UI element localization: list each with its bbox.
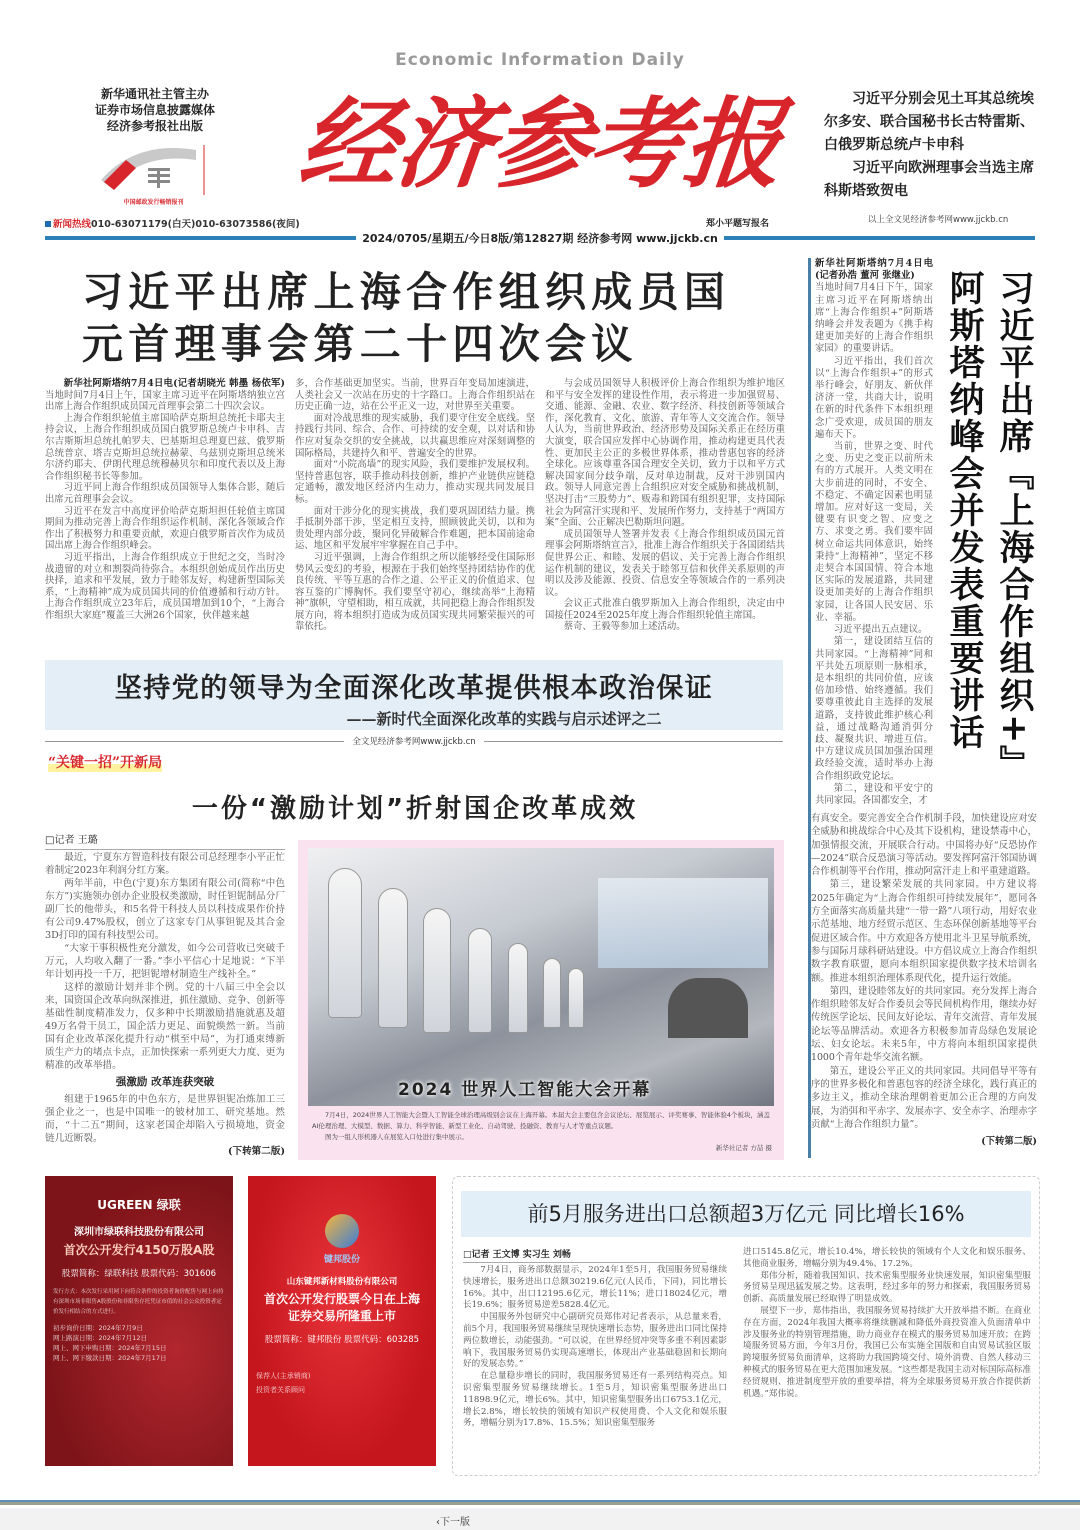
divider: [45, 741, 344, 742]
lead-headline: [82, 266, 752, 370]
square-bullet-icon: [45, 221, 51, 227]
divider: [484, 741, 783, 742]
side-vertical-headline: [940, 270, 1035, 810]
ad-detail: 初步询价日期：2024年7月9日: [53, 1324, 143, 1332]
publisher-line: 证券市场信息披露媒体: [94, 103, 215, 117]
paragraph: 两年半前，中色(宁夏)东方集团有限公司(简称“中色东方”)实施领办创办企业股权类激励，时任钽铌制品分厂副厂长的他带头，和5名骨干科技人员以科技成果作价持有公司9.47%股权，创立了这家专门从事钽铌及其合金3D打印的国有科技型公司。: [45, 878, 285, 941]
page-bottom-rule: [0, 1500, 1080, 1505]
trade-headline: 前5月服务进出口总额超3万亿元 同比增长16%: [461, 1191, 1031, 1237]
paragraph: 蔡奇、王毅等参加上述活动。: [563, 621, 686, 633]
paragraph: 展望下一步，郑伟指出，我国服务贸易持续扩大开放举措不断。在商业存在方面，2024年我国大概率将继续删减和降低外商投资准入负面清单中涉及服务业的特别管理措施，助力商业存在模式的服务贸易加速开放；在跨境服务贸易方面，今年3月份，我国已公布实施全国版和自由贸易试验区版跨境服务贸易负面清单，这将助力我国跨境交付、境外消费、自然人移动三种模式的服务贸易在更大范围加速发展。“这些都是我国主动对标国际高标准经贸规则、推进制度型开放的重要举措，将为全球服务贸易开放合作提供新机遇。”郑伟说。: [743, 1305, 1031, 1399]
paragraph: 进口5145.8亿元，增长10.4%，增长较快的领域有个人文化和娱乐服务、其他商业服务，增幅分别为49.4%、17.2%。: [743, 1247, 1031, 1269]
paragraph: 习近平同上海合作组织成员国领导人集体合影，随后出席元首理事会会议。: [45, 482, 285, 505]
postal-bestseller-logo: [96, 140, 211, 206]
ad-headline: 首次公开发行股票今日在上海证券交易所隆重上市: [263, 1292, 420, 1323]
paragraph: 在总量稳步增长的同时，我国服务贸易还有一系列结构亮点。知识密集型服务贸易继续增长。1至5月，知识密集型服务进出口11898.9亿元，增长6%。其中，知识密集型服务出口6753.1亿元，增长2.8%，增长较快的领域有知识产权使用费、个人文化和娱乐服务，增幅分别为17.8%、15.5%；知识密集型服务: [463, 1371, 727, 1429]
headline-link[interactable]: 习近平向欧洲理事会当选主席科斯塔致贺电: [824, 160, 1034, 199]
ad-headline: 首次公开发行4150万股A股: [63, 1243, 215, 1257]
banner-subtitle: ——新时代全面深化改革的实践与启示述评之二: [346, 710, 662, 728]
hotline-numbers: 010-63071179(白天)010-63073586(夜间): [91, 219, 300, 230]
paragraph: [45, 378, 285, 413]
paragraph: 第二，建设和平安宁的共同家园。各国都安全，才: [815, 782, 933, 806]
ad-brand: UGREEN 绿联: [97, 1198, 181, 1212]
see-website-note: 以上全文见经济参考网www.jjckb.cn: [868, 215, 1009, 225]
robot-exhibition-photo: [308, 848, 774, 1106]
byline: □记者 王文博 实习生 刘畅: [463, 1247, 707, 1263]
headline-line: 阿斯塔纳峰会并发表重要讲话: [944, 270, 984, 751]
photo-credit: 新华社记者 方喆 摄: [715, 1144, 772, 1152]
headline-line: 习近平出席上海合作组织成员国: [82, 268, 731, 316]
ad-company: 深圳市绿联科技股份有限公司: [74, 1227, 204, 1238]
hotline-label: 新闻热线: [53, 219, 92, 230]
ad-stock-code: 股票简称：键邦股份 股票代码：603285: [264, 1335, 420, 1345]
paragraph: 习近平在发言中高度评价哈萨克斯坦担任轮值主席国期间为推动完善上海合作组织运作机制、深化各领域合作作出了积极努力和重要贡献，欢迎白俄罗斯首次作为成员国出席上海合作组织峰会。: [45, 505, 285, 552]
ad-detail: 投资者关系顾问: [256, 1386, 305, 1394]
article-column: [743, 1247, 1031, 1400]
paragraph: 中国服务外包研究中心副研究员郑伟对记者表示，从总量来看，前5个月，我国服务贸易继续呈现快速增长态势，服务进出口同比保持两位数增长，动能强劲。“可以说，在世界经贸冲突等多重不利因素影响下，我国服务贸易仍实现高速增长，体现出产业基础稳固和长期向好的发展态势。”: [463, 1312, 727, 1370]
english-title: Economic Information Daily: [395, 50, 685, 70]
paragraph: 上海合作组织轮值主席国哈萨克斯坦总统托卡耶夫主持会议，上海合作组织成员国白俄罗斯总统卢卡申科、吉尔吉斯斯坦总统扎帕罗夫、巴基斯坦总理夏巴兹、俄罗斯总统普京、塔吉克斯坦总统拉赫蒙、乌兹别克斯坦总统米尔济约耶夫、伊朗代理总统穆赫贝尔和印度代表以及上海合作组织秘书长等参加。: [45, 412, 285, 482]
paragraph: 第五，建设公平正义的共同家园。共同倡导平等有序的世界多极化和普惠包容的经济全球化，践行真正的多边主义，推动全球治理朝着更加公正合理的方向发展，为消弭和平赤字、发展赤字、安全赤字、治理赤字贡献“上海合作组织力量”。: [811, 1065, 1037, 1130]
article-column: [295, 378, 535, 633]
paragraph: 最近，宁夏东方智造科技有限公司总经理李小平正忙着制定2023年利润分红方案。: [45, 852, 285, 876]
paragraph: 习近平指出，我们首次以“上海合作组织+”的形式举行峰会，好朋友、新伙伴济济一堂，共商大计，说明在新的时代条件下本组织理念广受欢迎，成员国的朋友遍布天下。: [815, 355, 933, 440]
paragraph: 第三，建设繁荣发展的共同家园。中方建议将2025年确定为“上海合作组织可持续发展年”，愿同各方全面落实高质量共建“一带一路”八项行动，用好农业示范基地、地方经贸示范区、生态环保创新基地等平台促进区域合作。中方欢迎各方使用北斗卫星导航系统，参与国际月球科研站建设。中方倡议成立上海合作组织数字教育联盟，愿向本组织国家提供数字技术培训名额。推进本组织治理体系现代化，提升运行效能。: [811, 879, 1037, 984]
paragraph: 郑伟分析，随着我国知识、技术密集型服务业快速发展，知识密集型服务贸易呈现迅猛发展之势。这表明，经过多年的努力和探索，我国服务贸易创新、高质量发展已经取得了明显成效。: [743, 1270, 1031, 1305]
paragraph: 面对干涉分化的现实挑战，我们要巩固团结力量。携手抵制外部干涉，坚定相互支持，照顾彼此关切，以和为贵处理内部分歧，聚同化异破解合作难题，把本国前途命运、地区和平发展牢牢掌握在自己手中。: [295, 505, 535, 552]
dateline: 新华社阿斯塔纳7月4日电(记者孙浩 董河 张继业): [815, 258, 933, 282]
issue-date-bar: [45, 231, 1035, 245]
ugreen-ipo-ad[interactable]: [45, 1176, 233, 1466]
calligrapher-credit: 郑小平题写报名: [706, 219, 770, 229]
paragraph: 当前，世界之变、时代之变、历史之变正以前所未有的方式展开。人类文明在大步前进的同时，不安全、不稳定、不确定因素也明显增加。应对好这一变局，关键要有识变之智、应变之方、求变之勇。我们要牢固树立命运共同体意识，始终秉持“上海精神”，坚定不移走契合本国国情、符合本地区实际的发展道路，共同建设更加美好的上海合作组织家园，让各国人民安居、乐业、幸福。: [815, 441, 933, 623]
publisher-line: 新华通讯社主管主办: [100, 87, 209, 101]
paragraph: 这样的激励计划并非个例。党的十八届三中全会以来，国资国企改革向纵深推进，抓住激励、竞争、创新等基础性制度精准发力，仅多种中长期激励措施就惠及超49万名骨干员工，国企活力更足、面貌焕然一新。当前国有企业改革深化提升行动“棋至中局”，为打通束缚新质生产力的堵点卡点，正加快探索一系列更大力度、更为精准的改革举措。: [45, 982, 285, 1071]
headline-link[interactable]: 习近平分别会见土耳其总统埃尔多安、联合国秘书长古特雷斯、白俄罗斯总统卢卡申科: [824, 91, 1034, 153]
section-kicker: “关键一招”开新局: [48, 752, 162, 772]
subheading: 强激励 改革连获突破: [115, 1076, 215, 1088]
ad-detail: 网上、网下缴款日期：2024年7月17日: [53, 1354, 167, 1362]
ad-detail: 发行方式：本次发行采用网下向符合条件的投资者询价配售与网上向持有深圳市场非限售A股股份和非限售存托凭证市值的社会公众投资者定价发行相结合的方式进行。: [53, 1289, 224, 1315]
banner-title: 坚持党的领导为全面深化改革提供根本政治保证: [114, 673, 714, 704]
photo-title: 2024 世界人工智能大会开幕: [398, 1080, 652, 1100]
paragraph: 第一，建设团结互信的共同家园。“上海精神”同和平共处五项原则一脉相承，是本组织的共同价值，应该倍加珍惜、始终遵循。我们要尊重彼此自主选择的发展道路，支持彼此维护核心利益，通过战略沟通消弭分歧、凝聚共识、增进互信。中方建议成员国加强治国理政经验交流，适时举办上海合作组织政党论坛。: [815, 636, 933, 782]
ad-company: 山东键邦新材料股份有限公司: [286, 1277, 398, 1287]
jianbang-listing-ad[interactable]: [248, 1176, 436, 1466]
divider: [724, 236, 1035, 240]
ad-detail: 网上路演日期：2024年7月12日: [53, 1334, 147, 1342]
paragraph: 当地时间7月4日下午，国家主席习近平在阿斯塔纳出席“上海合作组织+”阿斯塔纳峰会并发表题为《携手构建更加美好的上海合作组织家园》的重要讲话。: [815, 282, 933, 355]
continued-note[interactable]: (下转第二版): [227, 1146, 285, 1157]
see-website-link[interactable]: 全文见经济参考网www.jjckb.cn: [352, 737, 476, 747]
paragraph: 会议正式批准白俄罗斯加入上海合作组织，决定由中国接任2024至2025年度上海合作组织轮值主席国。: [545, 598, 785, 621]
headline-line: 元首理事会第二十四次会议: [82, 320, 638, 368]
continued-note[interactable]: (下转第二版): [981, 1136, 1037, 1148]
newspaper-title: 经济参考报: [294, 87, 787, 202]
reform-banner: [45, 660, 783, 730]
issue-info: 2024/0705/星期五/今日8版/第12827期 经济参考网 www.jjckb.cn: [362, 232, 718, 245]
right-headlines: [824, 88, 1039, 203]
photo-caption: [312, 1110, 772, 1154]
trade-article-box: [452, 1176, 1040, 1476]
byline: □记者 王璐: [45, 831, 285, 850]
paragraph: 习近平强调，上海合作组织之所以能够经受住国际形势风云变幻的考验，根源在于我们始终坚持团结协作的优良传统、平等互惠的合作之道、公平正义的价值追求、包容互鉴的广博胸怀。我们要坚守初心，继续高举“上海精神”旗帜，守望相助，相互成就，共同把稳上海合作组织发展方向，将本组织打造成为成员国实现共同繁荣振兴的可靠依托。: [295, 551, 535, 633]
ad-brand: 键邦股份: [323, 1255, 360, 1265]
see-website-rule: [45, 735, 783, 747]
page-nav-bar: [0, 1508, 1080, 1530]
caption-text: 7月4日，2024世界人工智能大会暨人工智能全球治理高级别会议在上海开幕。本届大会主要包含会议论坛、展览展示、评奖赛事、智能体验4个板块，涵盖AI伦理治理、大模型、数据、算力、科学智能、新型工业化、自动驾驶、投融资、教育与人才等重点议题。: [312, 1111, 770, 1130]
paragraph-text: 当地时间7月4日上午，国家主席习近平在阿斯塔纳独立宫出席上海合作组织成员国元首理事会第二十四次会议。: [45, 389, 285, 413]
paragraph: 7月4日，商务部数据显示，2024年1至5月，我国服务贸易继续快速增长，服务进出口总额30219.6亿元(人民币，下同)，同比增长16%。其中，出口12195.6亿元，增长11%；进口18024亿元，增长19.6%；服务贸易逆差5828.4亿元。: [463, 1265, 727, 1311]
ad-stock-code: 股票简称：绿联科技 股票代码：301606: [61, 1269, 217, 1279]
paragraph: “大家干事积极性充分激发，如今公司营收已突破千万元，人均收入翻了一番。”李小平信心十足地说：“下半年计划再投一千万，把钽铌增材制造生产线补全。”: [45, 943, 285, 980]
dateline: 新华社阿斯塔纳7月4日电(记者胡晓光 韩墨 杨依军): [63, 378, 285, 389]
company-logo-icon: [325, 1214, 359, 1248]
paragraph: 面对冷战思维的现实威胁，我们要守住安全底线。坚持践行共同、综合、合作、可持续的安全观，以对话和协作应对复杂交织的安全挑战，以共赢思维应对深刻调整的国际格局，共建持久和平、普遍安全的世界。: [295, 412, 535, 459]
paragraph: 习近平提出五点建议。: [833, 624, 928, 636]
paragraph: 多，合作基础更加坚实。当前，世界百年变局加速演进，人类社会又一次站在历史的十字路口。上海合作组织站在历史正确一边，站在公平正义一边，对世界至关重要。: [295, 378, 535, 413]
logo-caption: 中国邮政发行畅销报刊: [123, 199, 184, 206]
paragraph: 与会成员国领导人积极评价上海合作组织为维护地区和平与安全发挥的建设性作用，表示将进一步加强贸易、交通、能源、金融、农业、数字经济、科技创新等领域合作，深化教育、文化、旅游、青年等人文交流合作。领导人认为，当前世界政治、经济形势及国际关系正在经历重大演变，联合国应发挥中心协调作用，推动构建更具代表性、更加民主公正的多极世界体系，推动普惠包容的经济全球化。应该尊重各国合理安全关切，致力于以和平方式解决国家间分歧争端，反对单边制裁，反对干涉别国内政。领导人同意完善上合组织应对安全威胁和挑战机制，坚决打击“三股势力”、贩毒和跨国有组织犯罪，支持国际社会为阿富汗实现和平、发展所作努力，支持基于“两国方案”全面、公正解决巴勒斯坦问题。: [545, 378, 785, 529]
paragraph: 组建于1965年的中色东方，是世界钽铌冶炼加工三强企业之一，也是中国唯一的铍材加工、研究基地。然而，“十二五”期间，这家老国企却陷入亏损境地，资金链几近断裂。: [45, 1094, 285, 1144]
news-hotline: [45, 216, 300, 230]
caption-text: 图为一组人形机器人在展览入口处进行集中展示。: [325, 1133, 468, 1141]
soe-article: [45, 851, 285, 1158]
photo-feature: [298, 840, 784, 1160]
headline-line: 习近平出席『上海合作组织+』: [994, 270, 1034, 783]
next-page-link[interactable]: ‹下一版: [436, 1517, 470, 1528]
paragraph: 成员国领导人签署并发表《上海合作组织成员国元首理事会阿斯塔纳宣言》，批准上海合作组织关于各国团结共促世界公正、和睦、发展的倡议、关于完善上海合作组织运作机制的建议，发表关于睦邻互信和伙伴关系原则的声明以及涉及能源、投资、信息安全等领域合作的一系列决议。: [545, 528, 785, 598]
lead-article: [45, 378, 785, 633]
soe-headline: 一份“激励计划”折射国企改革成效: [191, 794, 639, 824]
publisher-info: [80, 86, 230, 134]
paragraph: 面对“小院高墙”的现实风险，我们要维护发展权利。坚持普惠包容，联手推动科技创新，维护产业链供应链稳定通畅，激发地区经济内生动力，推动实现共同发展目标。: [295, 459, 535, 505]
article-column: [45, 378, 285, 633]
paragraph: 习近平指出，上海合作组织成立于世纪之交，当时冷战遗留的对立和割裂尚待弥合。本组织创始成员作出历史抉择，追求和平发展，致力于睦邻友好，构建新型国际关系，“上海精神”成为成员国共同的价值遵循和行动方针。上海合作组织成立23年后，成员国增加到10个，“上海合作组织大家庭”覆盖三大洲26个国家，伙伴越来越: [45, 551, 285, 621]
article-column: [545, 378, 785, 633]
paragraph: 有真安全。要完善安全合作机制手段，加快建设应对安全威胁和挑战综合中心及其下设机构，建设禁毒中心，加强情报交流，开展联合行动。中国将办好“反恐协作—2024”联合反恐演习等活动。要发挥阿富汗邻国协调合作机制等平台作用，推动阿富汗走上和平重建道路。: [811, 813, 1037, 878]
divider: [45, 236, 356, 240]
side-article-continued: [811, 812, 1037, 1148]
ad-detail: 网上、网下申购日期：2024年7月15日: [53, 1344, 167, 1352]
paragraph: 第四，建设睦邻友好的共同家园。充分发挥上海合作组织睦邻友好合作委员会等民间机构作用，继续办好传统医学论坛、民间友好论坛、青年交流营、青年发展论坛等品牌活动。欢迎各方积极参加青岛绿色发展论坛、妇女论坛。未来5年，中方将向本组织国家提供1000个青年赴华交流名额。: [811, 985, 1037, 1064]
publisher-line: 经济参考报社出版: [106, 119, 203, 133]
article-column: [463, 1265, 727, 1430]
ad-detail: 保荐人(主承销商): [256, 1372, 311, 1380]
